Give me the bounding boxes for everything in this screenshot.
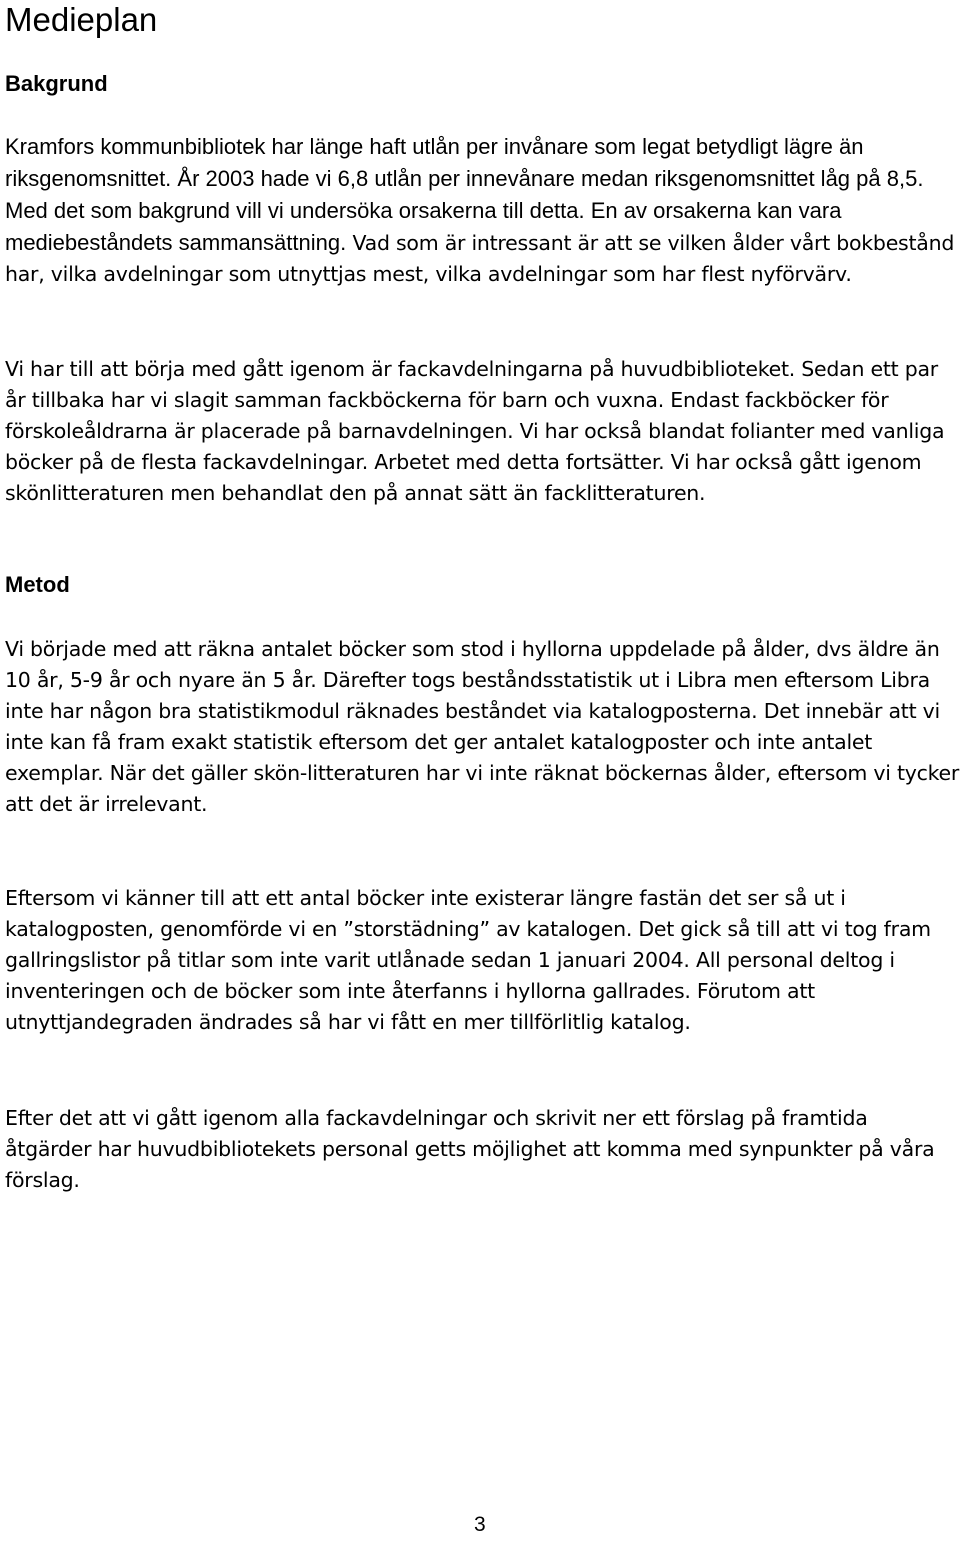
paragraph-bakgrund-1 (5, 131, 960, 290)
page-number: 3 (474, 1513, 486, 1536)
paragraph-metod-2: Eftersom vi känner till att ett antal böcker inte existerar längre fastän det ser så ut i katalogposten, genomförde vi en ”storstädning” av katalogen. Det gick så till att vi tog fram gallringslistor på titlar som inte varit utlånade sedan 1 januari 2004. All personal deltog i inventeringen och de böcker som inte återfanns i hyllorna gallrades. Förutom att utnyttjandegraden ändrades så har vi fått en mer tillförlitlig katalog. (5, 886, 931, 1034)
section-heading-metod: Metod (5, 572, 70, 597)
paragraph-bakgrund-2: Vi har till att börja med gått igenom är fackavdelningarna på huvudbiblioteket. Sedan ett par år tillbaka har vi slagit samman fackböckerna för barn och vuxna. Endast fackböcker för förskoleåldrarna är placerade på barnavdelningen. Vi har också blandat folianter med vanliga böcker på de flesta fackavdelningar. Arbetet med detta fortsätter. Vi har också gått igenom skönlitteraturen men behandlat den på annat sätt än facklitteraturen. (5, 357, 945, 505)
section-heading-bakgrund: Bakgrund (5, 71, 108, 96)
document-title: Medieplan (5, 1, 158, 38)
document-page (5, 0, 960, 1192)
paragraph-metod-1: Vi började med att räkna antalet böcker som stod i hyllorna uppdelade på ålder, dvs äldre än 10 år, 5-9 år och nyare än 5 år. Därefter togs beståndsstatistik ut i Libra men eftersom Libra inte har någon bra statistikmodul räknades beståndet via katalogposterna. Det innebär att vi inte kan få fram exakt statistik eftersom det ger antalet katalogposter och inte antalet exemplar. När det gäller skön-litteraturen har vi inte räknat böckernas ålder, eftersom vi tycker att det är irrelevant. (5, 637, 960, 816)
paragraph-bakgrund-1-part-b: Vad som är intressant är att se vilken ålder vårt bokbestånd har, vilka avdelningar som utnyttjas mest, vilka avdelningar som har flest nyförvärv. (5, 231, 955, 286)
paragraph-bakgrund-1-part-a: Kramfors kommunbibliotek har länge haft utlån per invånare som legat betydligt lägre än riksgenomsnittet. År 2003 hade vi 6,8 utlån per innevånare medan riksgenomsnittet låg på 8,5. Med det som bakgrund vill vi undersöka orsakerna till detta. En av orsakerna kan vara mediebeståndets sammansättning. (5, 134, 924, 255)
paragraph-metod-3: Efter det att vi gått igenom alla fackavdelningar och skrivit ner ett förslag på framtida åtgärder har huvudbibliotekets personal getts möjlighet att komma med synpunkter på våra förslag. (5, 1106, 935, 1192)
